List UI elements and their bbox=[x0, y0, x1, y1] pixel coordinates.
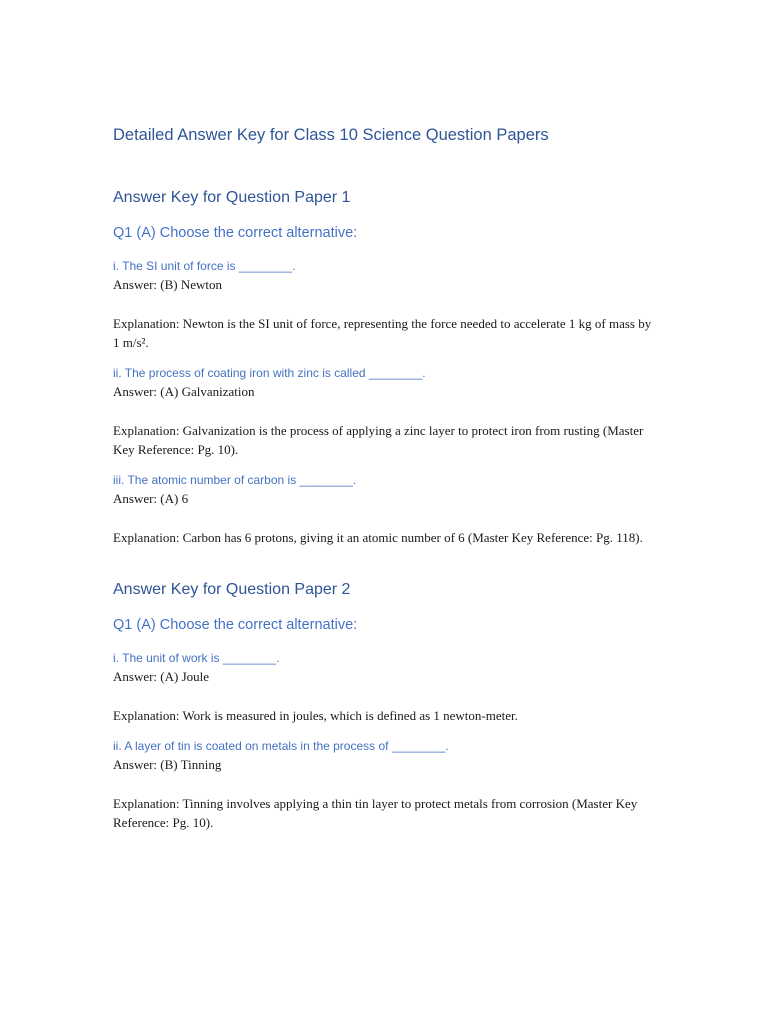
section-heading: Answer Key for Question Paper 1 bbox=[113, 189, 351, 206]
answer-text: Answer: (A) 6 bbox=[113, 491, 189, 506]
explanation-text: Explanation: Newton is the SI unit of force, representing the force needed to accelerate 1 kg of mass by 1 m/s². bbox=[113, 316, 652, 350]
explanation-text: Explanation: Tinning involves applying a thin tin layer to protect metals from corrosion (Master Key Reference: Pg. 10). bbox=[113, 796, 638, 830]
explanation-text: Explanation: Work is measured in joules, which is defined as 1 newton-meter. bbox=[113, 708, 518, 723]
question-item bbox=[113, 257, 658, 352]
section-spacer bbox=[113, 559, 658, 579]
answer-text: Answer: (A) Galvanization bbox=[113, 384, 255, 399]
explanation-text: Explanation: Carbon has 6 protons, giving it an atomic number of 6 (Master Key Reference: Pg. 118). bbox=[113, 530, 643, 545]
question-item bbox=[113, 649, 658, 725]
question-text: ii. The process of coating iron with zinc is called ________. bbox=[113, 366, 426, 380]
question-text: iii. The atomic number of carbon is ________. bbox=[113, 473, 357, 487]
document-title: Detailed Answer Key for Class 10 Science Question Papers bbox=[113, 126, 549, 144]
answer-text: Answer: (B) Tinning bbox=[113, 757, 222, 772]
answer-text: Answer: (B) Newton bbox=[113, 277, 223, 292]
question-item bbox=[113, 737, 658, 832]
question-item bbox=[113, 471, 658, 547]
section-subheading: Q1 (A) Choose the correct alternative: bbox=[113, 225, 358, 241]
answer-key-section-1 bbox=[113, 187, 658, 547]
answer-text: Answer: (A) Joule bbox=[113, 669, 210, 684]
question-text: i. The unit of work is ________. bbox=[113, 651, 280, 665]
question-text: ii. A layer of tin is coated on metals in the process of ________. bbox=[113, 739, 449, 753]
explanation-text: Explanation: Galvanization is the process of applying a zinc layer to protect iron from rusting (Master Key Reference: Pg. 10). bbox=[113, 423, 644, 457]
question-item bbox=[113, 364, 658, 459]
answer-key-section-2 bbox=[113, 579, 658, 832]
section-subheading: Q1 (A) Choose the correct alternative: bbox=[113, 617, 358, 633]
section-heading: Answer Key for Question Paper 2 bbox=[113, 581, 351, 598]
document-body bbox=[113, 124, 658, 844]
question-text: i. The SI unit of force is ________. bbox=[113, 259, 296, 273]
